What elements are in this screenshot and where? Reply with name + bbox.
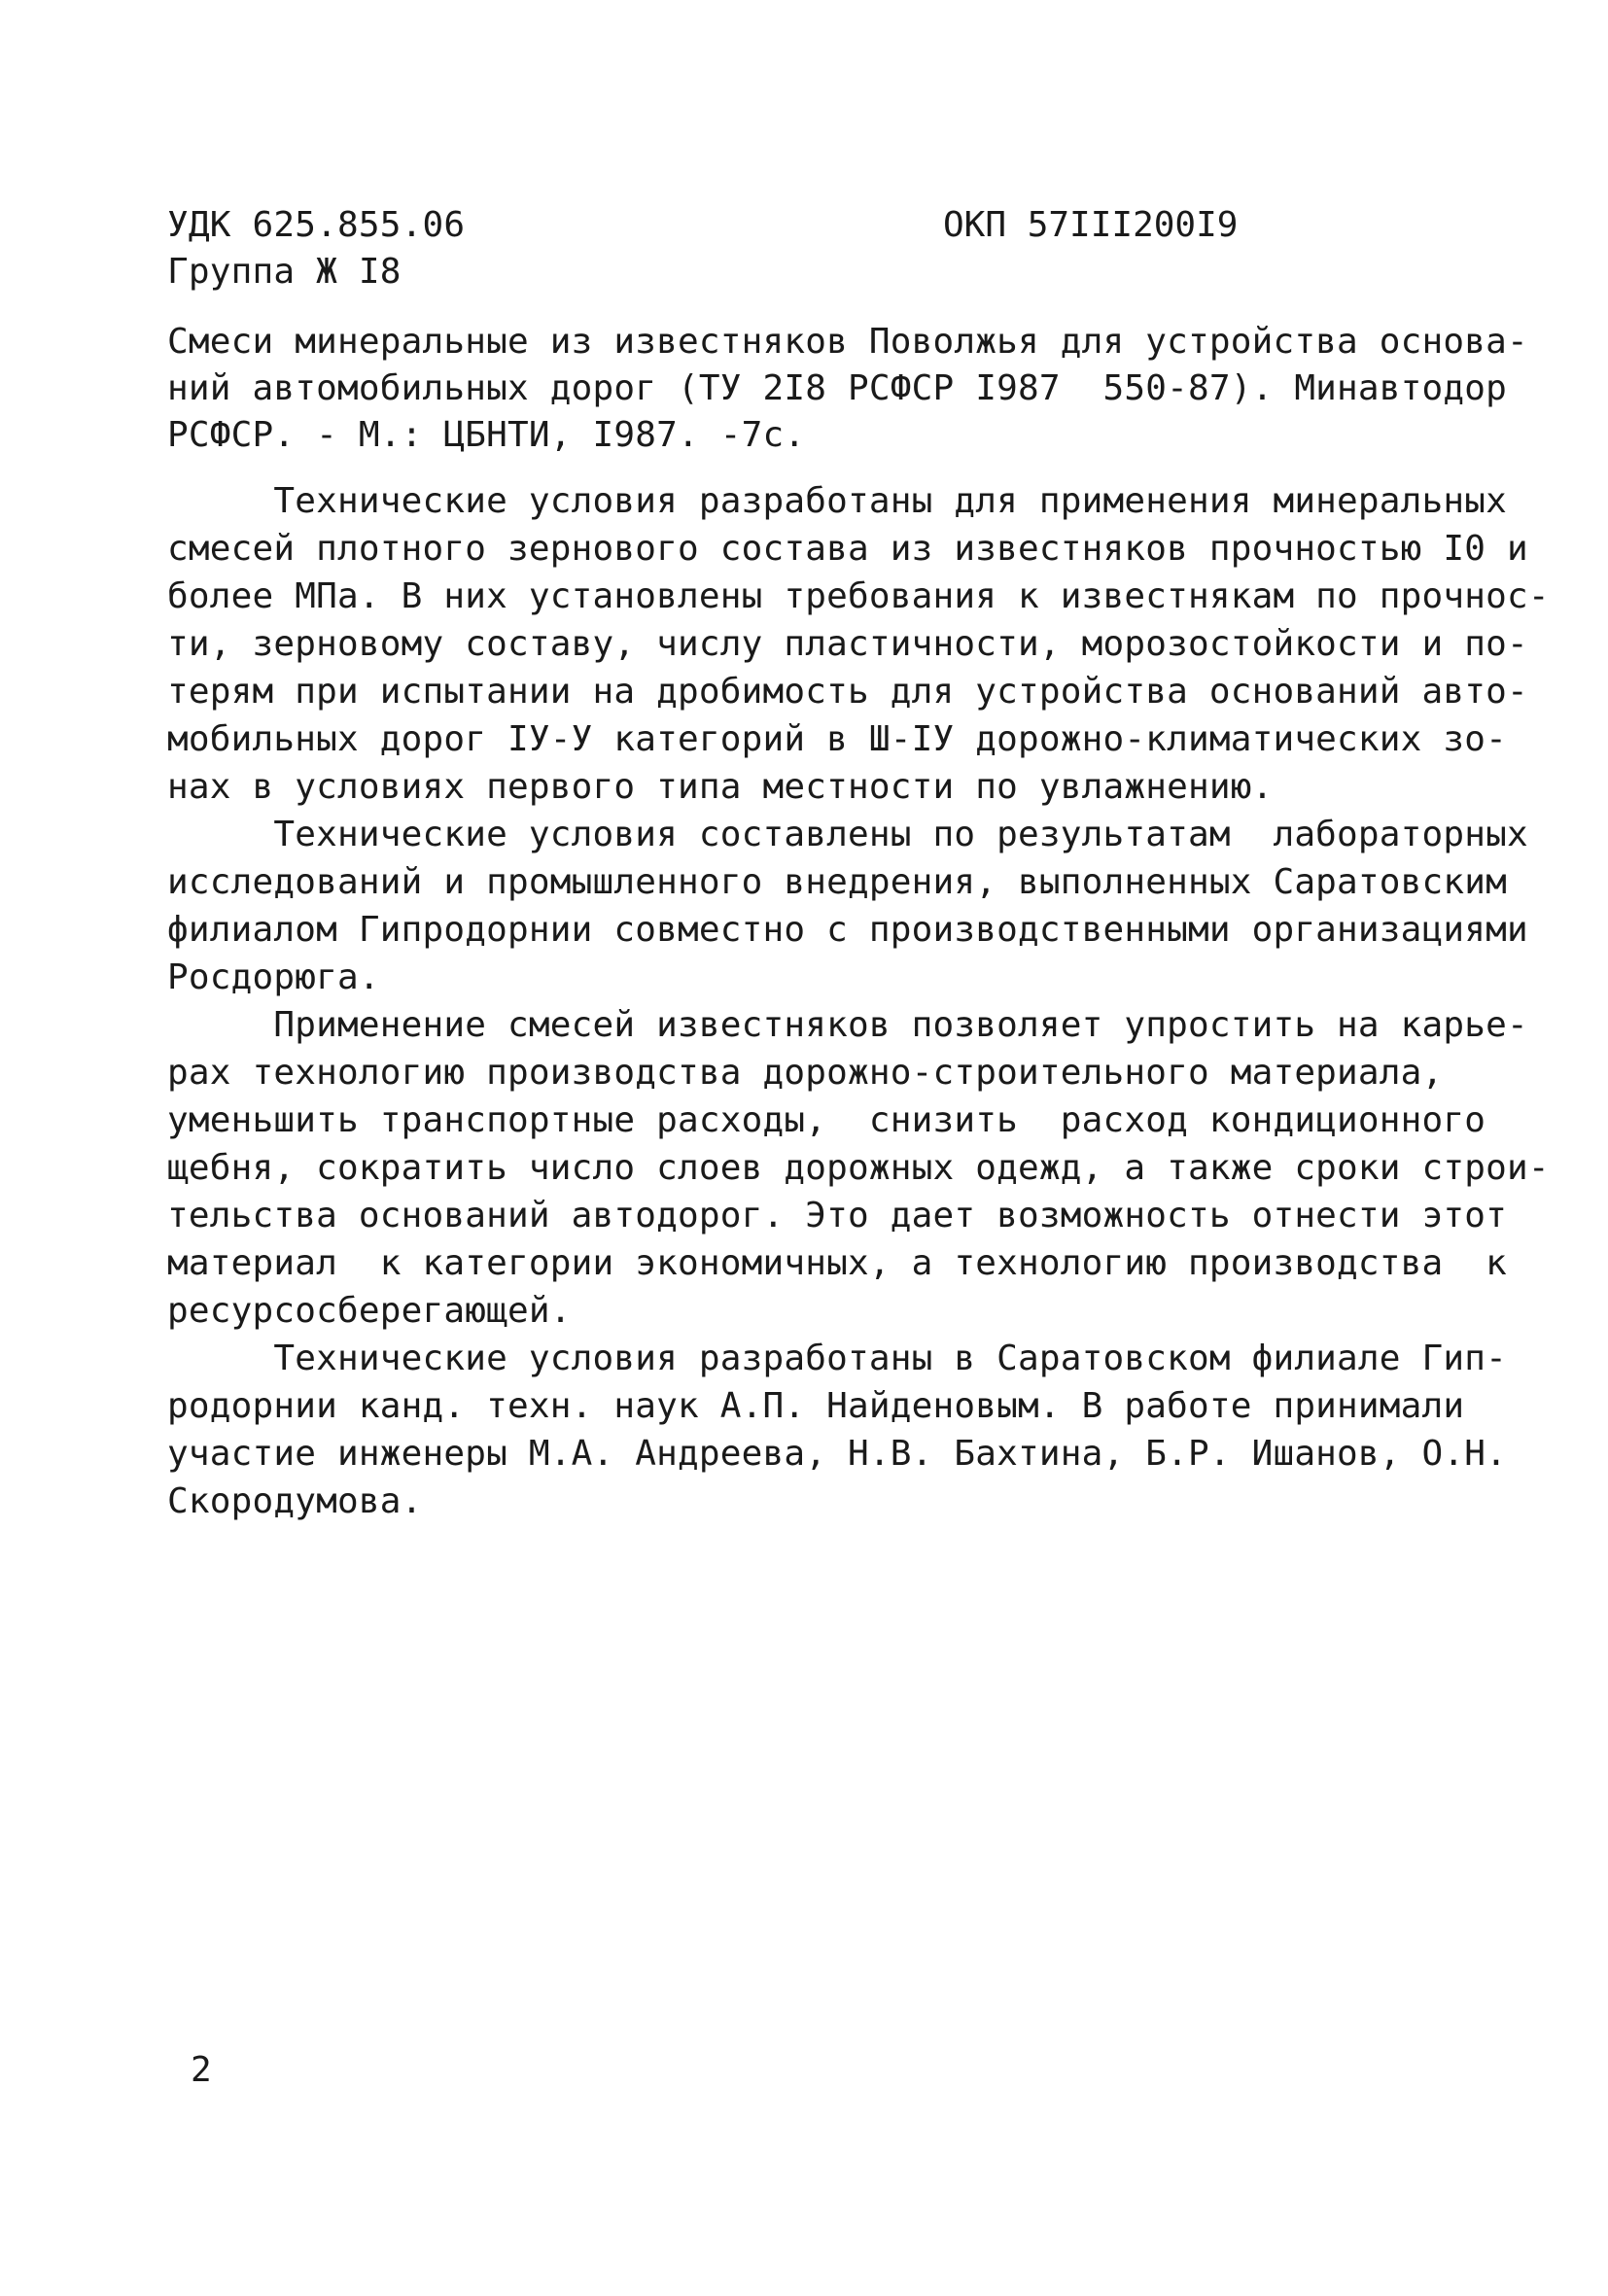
group-code: Группа Ж I8: [167, 252, 402, 292]
body-line: более МПа. В них установлены требования к известнякам по прочнос-: [167, 576, 1550, 616]
body-line: исследований и промышленного внедрения, выполненных Саратовским: [167, 862, 1508, 902]
body-line: Применение смесей известняков позволяет упростить на карье-: [167, 1005, 1528, 1045]
body-line: Технические условия разработаны для применения минеральных: [167, 481, 1508, 521]
body-line: Росдорюга.: [167, 957, 380, 997]
okp-code: ОКП 57III200I9: [943, 205, 1239, 245]
body-line: мобильных дорог IУ-У категорий в Ш-IУ дорожно-климатических зо-: [167, 719, 1508, 759]
body-line: уменьшить транспортные расходы, снизить расход кондиционного: [167, 1100, 1486, 1140]
body-line: Скородумова.: [167, 1481, 423, 1521]
body-line: ресурсосберегающей.: [167, 1291, 572, 1331]
citation-line: ний автомобильных дорог (ТУ 2I8 РСФСР I987 550-87). Минавтодор: [167, 368, 1508, 408]
citation-line: РСФСР. - М.: ЦБНТИ, I987. -7с.: [167, 415, 806, 455]
udk-code: УДК 625.855.06: [167, 205, 466, 245]
body-line: родорнии канд. техн. наук А.П. Найденовым. В работе принимали: [167, 1386, 1465, 1426]
body-line: Технические условия разработаны в Саратовском филиале Гип-: [167, 1339, 1508, 1378]
body-line: материал к категории экономичных, а технологию производства к: [167, 1243, 1508, 1283]
page-number: 2: [191, 2050, 212, 2090]
body-line: филиалом Гипродорнии совместно с производственными организациями: [167, 910, 1528, 950]
body-line: Технические условия составлены по результатам лабораторных: [167, 815, 1528, 854]
body-line: смесей плотного зернового состава из известняков прочностью I0 и: [167, 529, 1528, 569]
body-line: участие инженеры М.А. Андреева, Н.В. Бахтина, Б.Р. Ишанов, О.Н.: [167, 1434, 1508, 1474]
body-line: тельства оснований автодорог. Это дает возможность отнести этот: [167, 1196, 1508, 1235]
body-line: рах технологию производства дорожно-строительного материала,: [167, 1053, 1444, 1093]
body-line: нах в условиях первого типа местности по увлажнению.: [167, 767, 1274, 807]
body-line: терям при испытании на дробимость для устройства оснований авто-: [167, 672, 1528, 712]
body-line: ти, зерновому составу, числу пластичности, морозостойкости и по-: [167, 624, 1528, 664]
body-line: щебня, сократить число слоев дорожных одежд, а также сроки строи-: [167, 1148, 1550, 1188]
citation-line: Смеси минеральные из известняков Поволжья для устройства основа-: [167, 322, 1528, 362]
